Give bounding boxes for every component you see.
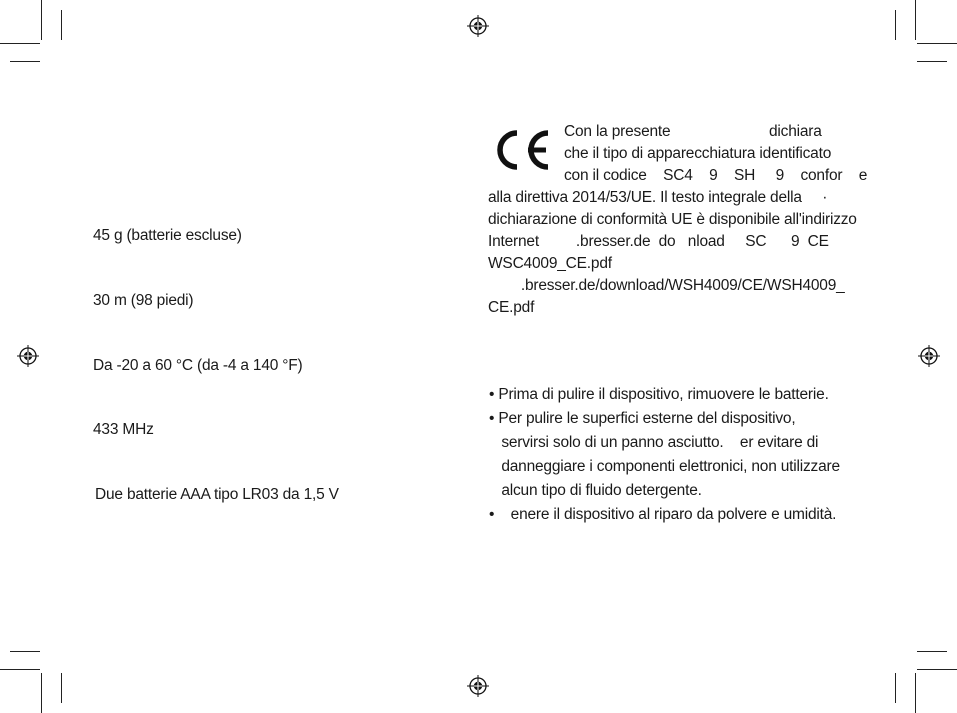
crop-mark: [917, 669, 957, 670]
crop-mark: [41, 0, 42, 40]
crop-mark: [915, 0, 916, 40]
crop-mark: [917, 61, 947, 62]
spec-temperature: Da -20 a 60 °C (da -4 a 140 °F): [93, 357, 303, 374]
crop-mark: [10, 61, 40, 62]
crop-mark: [61, 10, 62, 40]
crop-mark: [915, 673, 916, 713]
crop-mark: [0, 43, 40, 44]
crop-mark: [41, 673, 42, 713]
crop-mark: [10, 651, 40, 652]
registration-mark-icon: [17, 345, 39, 367]
ce-mark-icon: [490, 127, 552, 173]
care-instruction-line: • Per pulire le superfici esterne del dispositivo,: [489, 410, 796, 427]
care-instruction-line: • Prima di pulire il dispositivo, rimuovere le batterie.: [489, 386, 829, 403]
ce-declaration-line: Internet .bresser.de do nload SC 9 CE: [488, 233, 829, 250]
spec-frequency: 433 MHz: [93, 421, 154, 438]
registration-mark-icon: [467, 15, 489, 37]
ce-declaration-line: WSC4009_CE.pdf: [488, 255, 612, 272]
registration-mark-icon: [918, 345, 940, 367]
registration-mark-icon: [467, 675, 489, 697]
ce-declaration-line: dichiarazione di conformità UE è disponibile all'indirizzo: [488, 211, 857, 228]
ce-declaration-line: .bresser.de/download/WSH4009/CE/WSH4009_: [488, 277, 845, 294]
crop-mark: [61, 673, 62, 703]
crop-mark: [0, 669, 40, 670]
crop-mark: [917, 651, 947, 652]
care-instruction-line: • enere il dispositivo al riparo da polvere e umidità.: [489, 506, 837, 523]
ce-declaration-line: alla direttiva 2014/53/UE. Il testo integrale della ·: [488, 189, 828, 206]
crop-mark: [895, 10, 896, 40]
ce-declaration-line: CE.pdf: [488, 299, 535, 316]
care-instruction-line: servirsi solo di un panno asciutto. er evitare di: [489, 434, 819, 451]
ce-declaration-line: che il tipo di apparecchiatura identificato: [564, 145, 832, 162]
care-instruction-line: danneggiare i componenti elettronici, non utilizzare: [489, 458, 840, 475]
crop-mark: [917, 43, 957, 44]
spec-range: 30 m (98 piedi): [93, 292, 194, 309]
spec-weight: 45 g (batterie escluse): [93, 227, 242, 244]
ce-declaration-line: Con la presente dichiara: [564, 123, 822, 140]
care-instruction-line: alcun tipo di fluido detergente.: [489, 482, 702, 499]
ce-declaration-line: con il codice SC4 9 SH 9 confor e: [564, 167, 868, 184]
spec-battery: Due batterie AAA tipo LR03 da 1,5 V: [95, 486, 339, 503]
crop-mark: [895, 673, 896, 703]
